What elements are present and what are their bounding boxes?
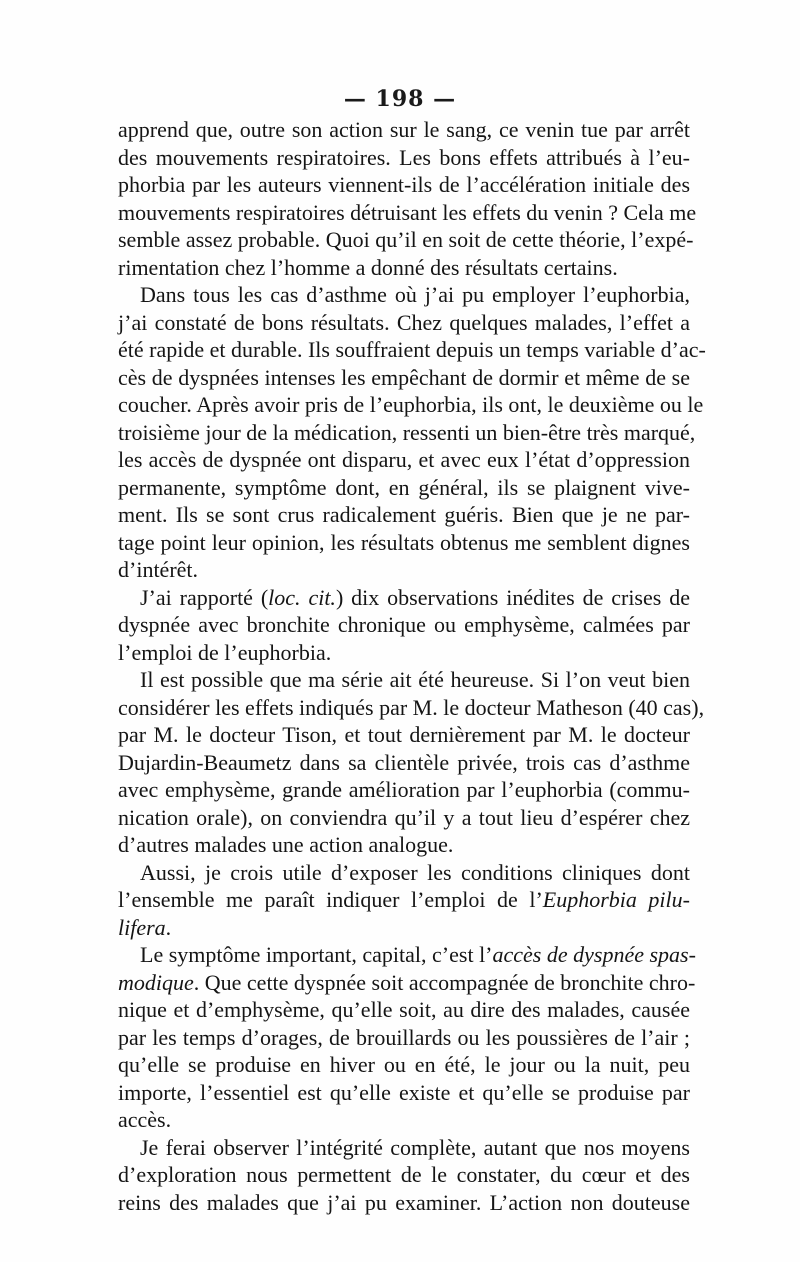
- text-line: Aussi, je crois utile d’exposer les conditions cliniques dont: [140, 859, 690, 885]
- text-line: d’intérêt.: [118, 557, 199, 582]
- text-line: importe, l’essentiel est qu’elle existe et qu’elle se produise par: [118, 1079, 690, 1105]
- text-line: des mouvements respiratoires. Les bons effets attribués à l’eu-: [118, 144, 690, 170]
- text-line: été rapide et durable. Ils souffraient depuis un temps variable d’ac-: [118, 337, 706, 362]
- text-line: qu’elle se produise en hiver ou en été, le jour ou la nuit, peu: [118, 1052, 690, 1077]
- text-line: Je ferai observer l’intégrité complète, autant que nos moyens: [140, 1134, 690, 1160]
- text-line: accès.: [118, 1107, 172, 1132]
- text-line: permanente, symptôme dont, en général, ils se plaignent vive-: [118, 474, 690, 500]
- text-line: les accès de dyspnée ont disparu, et avec eux l’état d’oppression: [118, 447, 690, 472]
- text-run: ) dix observations inédites de crises de: [335, 584, 690, 610]
- text-line: [118, 941, 696, 969]
- text-line: [118, 914, 690, 942]
- text-run: l’ensemble me paraît indiquer l’emploi de l’: [118, 887, 543, 912]
- text-line: mouvements respiratoires détruisant les effets du venin ? Cela me: [118, 199, 697, 225]
- italic-run: loc. cit.: [268, 584, 336, 610]
- text-line: j’ai constaté de bons résultats. Chez quelques malades, l’effet a: [118, 309, 690, 335]
- text-line: coucher. Après avoir pris de l’euphorbia, ils ont, le deuxième ou le: [118, 392, 704, 417]
- italic-run: accès de dyspnée spas-: [492, 942, 696, 967]
- body-text: [118, 116, 706, 1216]
- text-line: apprend que, outre son action sur le sang, ce venin tue par arrêt: [118, 117, 690, 142]
- text-line: par M. le docteur Tison, et tout dernièrement par M. le docteur: [118, 722, 690, 747]
- italic-run: Euphorbia pilu-: [542, 887, 690, 912]
- text-line: cès de dyspnées intenses les empêchant de dormir et même de se: [118, 364, 690, 390]
- text-run: Le symptôme important, capital, c’est l’: [140, 942, 493, 967]
- text-line: avec emphysème, grande amélioration par l’euphorbia (commu-: [118, 777, 690, 802]
- text-run: .: [165, 914, 172, 940]
- text-line: d’autres malades une action analogue.: [118, 832, 454, 857]
- page-number: — 198 —: [343, 86, 457, 112]
- text-line: tage point leur opinion, les résultats obtenus me semblent dignes: [118, 529, 690, 555]
- text-line: [118, 969, 696, 997]
- text-line: nication orale), on conviendra qu’il y a tout lieu d’espérer chez: [118, 804, 690, 830]
- text-line: reins des malades que j’ai pu examiner. L’action non douteuse: [118, 1189, 690, 1215]
- text-line: rimentation chez l’homme a donné des résultats certains.: [118, 254, 618, 280]
- text-run: . Que cette dyspnée soit accompagnée de bronchite chro-: [193, 969, 696, 995]
- text-line: semble assez probable. Quoi qu’il en soit de cette théorie, l’expé-: [118, 227, 694, 252]
- text-line: phorbia par les auteurs viennent-ils de l’accélération initiale des: [118, 172, 690, 197]
- italic-run: modique: [118, 969, 194, 995]
- text-line: Dans tous les cas d’asthme où j’ai pu employer l’euphorbia,: [140, 282, 690, 307]
- text-line: l’emploi de l’euphorbia.: [118, 639, 332, 665]
- text-line: considérer les effets indiqués par M. le docteur Matheson (40 cas),: [118, 694, 705, 720]
- italic-run: lifera: [118, 914, 166, 940]
- text-line: troisième jour de la médication, ressenti un bien-être très marqué,: [118, 419, 696, 445]
- text-line: [118, 584, 690, 612]
- text-line: ment. Ils se sont crus radicalement guéris. Bien que je ne par-: [118, 502, 690, 527]
- text-line: dyspnée avec bronchite chronique ou emphysème, calmées par: [118, 612, 690, 637]
- text-line: Il est possible que ma série ait été heureuse. Si l’on veut bien: [140, 667, 690, 692]
- text-line: nique et d’emphysème, qu’elle soit, au dire des malades, causée: [118, 997, 690, 1022]
- text-line: d’exploration nous permettent de le constater, du cœur et des: [118, 1162, 690, 1187]
- text-line: Dujardin-Beaumetz dans sa clientèle privée, trois cas d’asthme: [118, 749, 690, 775]
- text-run: J’ai rapporté (: [140, 584, 269, 610]
- text-line: par les temps d’orages, de brouillards ou les poussières de l’air ;: [118, 1024, 690, 1050]
- text-line: [118, 886, 690, 914]
